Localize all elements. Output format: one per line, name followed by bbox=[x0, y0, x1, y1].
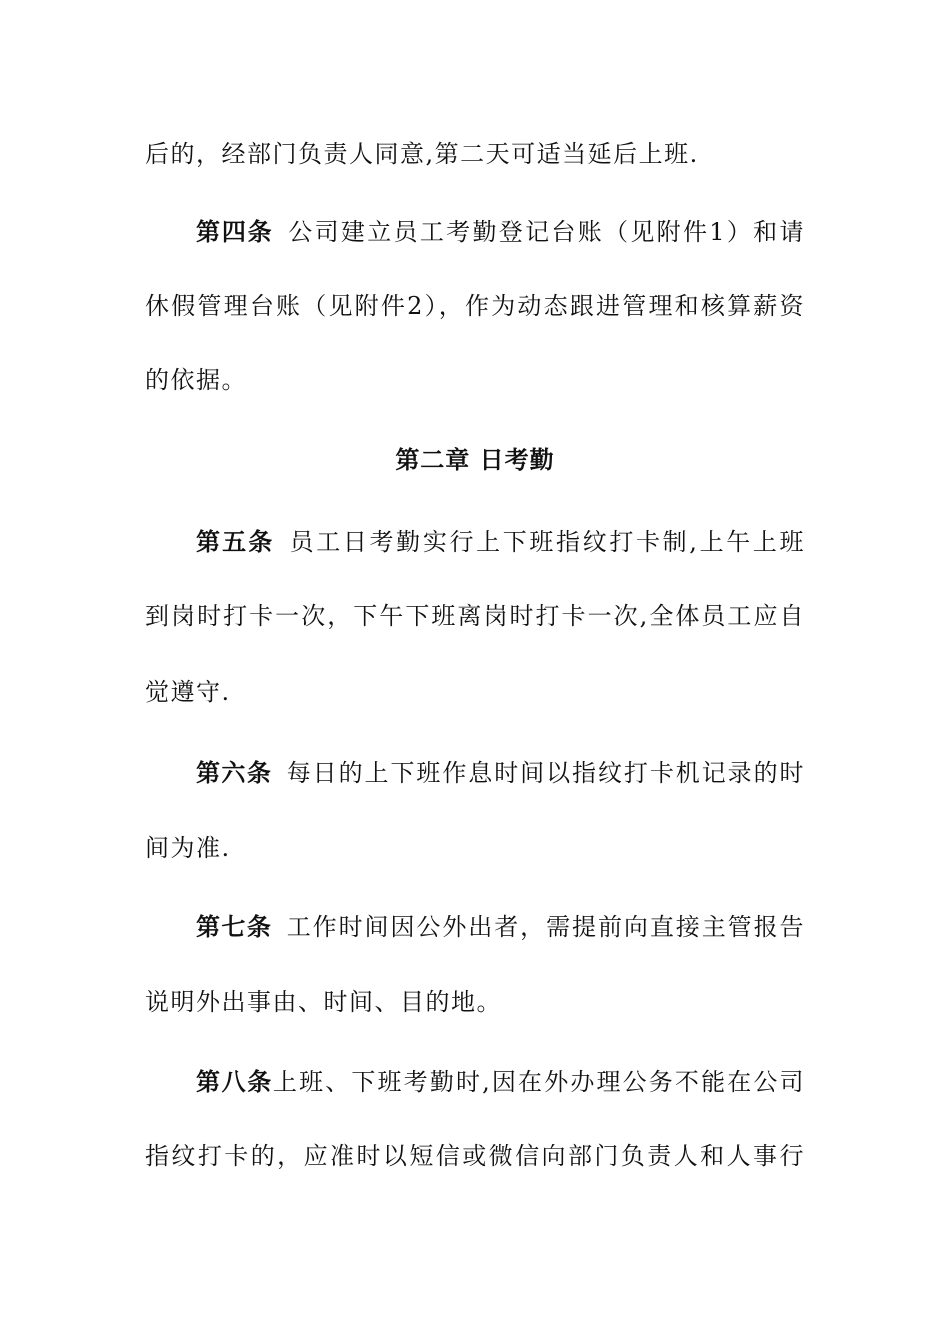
paragraph-continued-line-1 bbox=[145, 138, 805, 170]
article-7-line-1 bbox=[196, 911, 805, 943]
article-6-label: 第六条 bbox=[196, 759, 273, 787]
article-5-line-3 bbox=[145, 676, 805, 708]
article-7-text-2: 说明外出事由、时间、目的地。 bbox=[145, 988, 502, 1016]
article-7-line-2 bbox=[145, 986, 805, 1018]
article-8-text-1: 上班、下班考勤时,因在外办理公务不能在公司 bbox=[272, 1068, 806, 1096]
article-4-label: 第四条 bbox=[196, 218, 274, 246]
article-4-line-2 bbox=[145, 290, 805, 322]
article-6-text-1: 每日的上下班作息时间以指纹打卡机记录的时 bbox=[286, 759, 806, 787]
article-7-label: 第七条 bbox=[196, 913, 273, 941]
text: 后的，经部门负责人同意,第二天可适当延后上班. bbox=[145, 140, 699, 168]
article-5-label: 第五条 bbox=[196, 528, 275, 556]
article-6-text-2: 间为准. bbox=[145, 834, 231, 862]
article-4-text-2: 休假管理台账（见附件2），作为动态跟进管理和核算薪资 bbox=[145, 292, 805, 320]
article-5-line-2 bbox=[145, 600, 805, 632]
article-4-line-1 bbox=[196, 216, 805, 248]
article-6-line-2 bbox=[145, 832, 805, 864]
article-5-text-2: 到岗时打卡一次，下午下班离岗时打卡一次,全体员工应自 bbox=[145, 602, 805, 630]
article-5-text-1: 员工日考勤实行上下班指纹打卡制,上午上班 bbox=[288, 528, 806, 556]
article-8-label: 第八条 bbox=[196, 1068, 273, 1096]
article-8-text-2: 指纹打卡的，应准时以短信或微信向部门负责人和人事行 bbox=[145, 1142, 805, 1170]
article-8-line-2 bbox=[145, 1140, 805, 1172]
article-4-text-3: 的依据。 bbox=[145, 366, 247, 394]
chapter-2-title: 第二章 日考勤 bbox=[395, 446, 555, 474]
article-4-line-3 bbox=[145, 364, 805, 396]
article-5-line-1 bbox=[196, 526, 805, 558]
article-7-text-1: 工作时间因公外出者，需提前向直接主管报告 bbox=[286, 913, 806, 941]
article-8-line-1 bbox=[196, 1066, 805, 1098]
article-4-text-1: 公司建立员工考勤登记台账（见附件1）和请 bbox=[287, 218, 805, 246]
article-6-line-1 bbox=[196, 757, 805, 789]
article-5-text-3: 觉遵守. bbox=[145, 678, 231, 706]
